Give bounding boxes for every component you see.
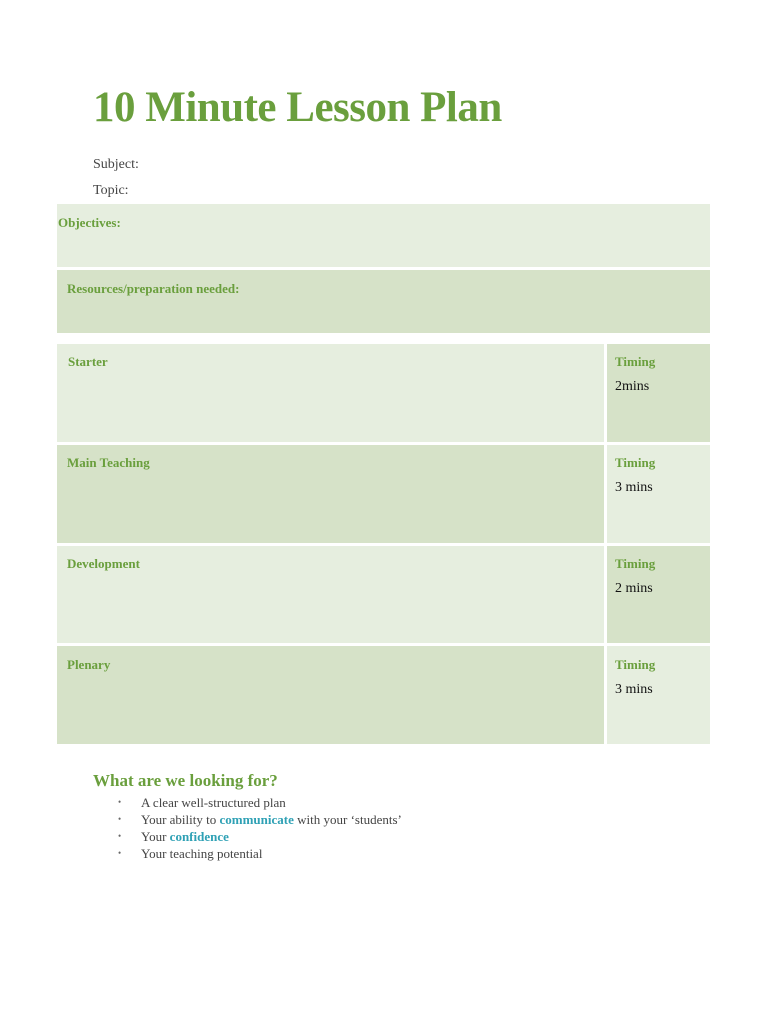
bullet-icon: • xyxy=(118,848,122,858)
looking-for-heading: What are we looking for? xyxy=(93,771,278,790)
timing-label: Timing xyxy=(615,354,656,369)
bullet-icon: • xyxy=(118,797,122,807)
timing-value: 3 mins xyxy=(615,682,653,697)
list-item xyxy=(118,794,402,811)
section-main-teaching xyxy=(57,445,604,543)
highlight-confidence: confidence xyxy=(169,829,229,844)
section-name: Starter xyxy=(68,354,108,369)
section-name: Main Teaching xyxy=(67,455,150,470)
list-item xyxy=(118,845,402,862)
list-item-text: Your xyxy=(141,829,170,844)
subject-label: Subject: xyxy=(93,157,139,172)
section-name: Development xyxy=(67,556,140,571)
list-item-text: with your ‘students’ xyxy=(293,812,402,827)
resources-box xyxy=(57,270,710,333)
bullet-icon: • xyxy=(118,814,122,824)
list-item-text: Your teaching potential xyxy=(141,846,263,861)
timing-cell-main-teaching xyxy=(607,445,710,543)
objectives-box xyxy=(57,204,710,267)
list-item xyxy=(118,811,402,828)
section-plenary xyxy=(57,646,604,744)
section-development xyxy=(57,546,604,643)
timing-cell-plenary xyxy=(607,646,710,744)
list-item-text: A clear well-structured plan xyxy=(141,795,286,810)
page-title: 10 Minute Lesson Plan xyxy=(93,84,502,131)
resources-label: Resources/preparation needed: xyxy=(67,281,240,296)
looking-for-list xyxy=(118,794,402,862)
timing-cell-development xyxy=(607,546,710,643)
timing-value: 3 mins xyxy=(615,480,653,495)
timing-value: 2 mins xyxy=(615,581,653,596)
objectives-label: Objectives: xyxy=(58,215,121,230)
timing-value: 2mins xyxy=(615,379,650,394)
section-name: Plenary xyxy=(67,657,111,672)
topic-label: Topic: xyxy=(93,183,129,198)
timing-cell-starter xyxy=(607,344,710,442)
list-item xyxy=(118,828,402,845)
section-starter xyxy=(57,344,604,442)
bullet-icon: • xyxy=(118,831,122,841)
timing-label: Timing xyxy=(615,455,656,470)
timing-label: Timing xyxy=(615,657,656,672)
list-item-text: Your ability to xyxy=(141,812,220,827)
timing-label: Timing xyxy=(615,556,656,571)
highlight-communicate: communicate xyxy=(219,812,294,827)
